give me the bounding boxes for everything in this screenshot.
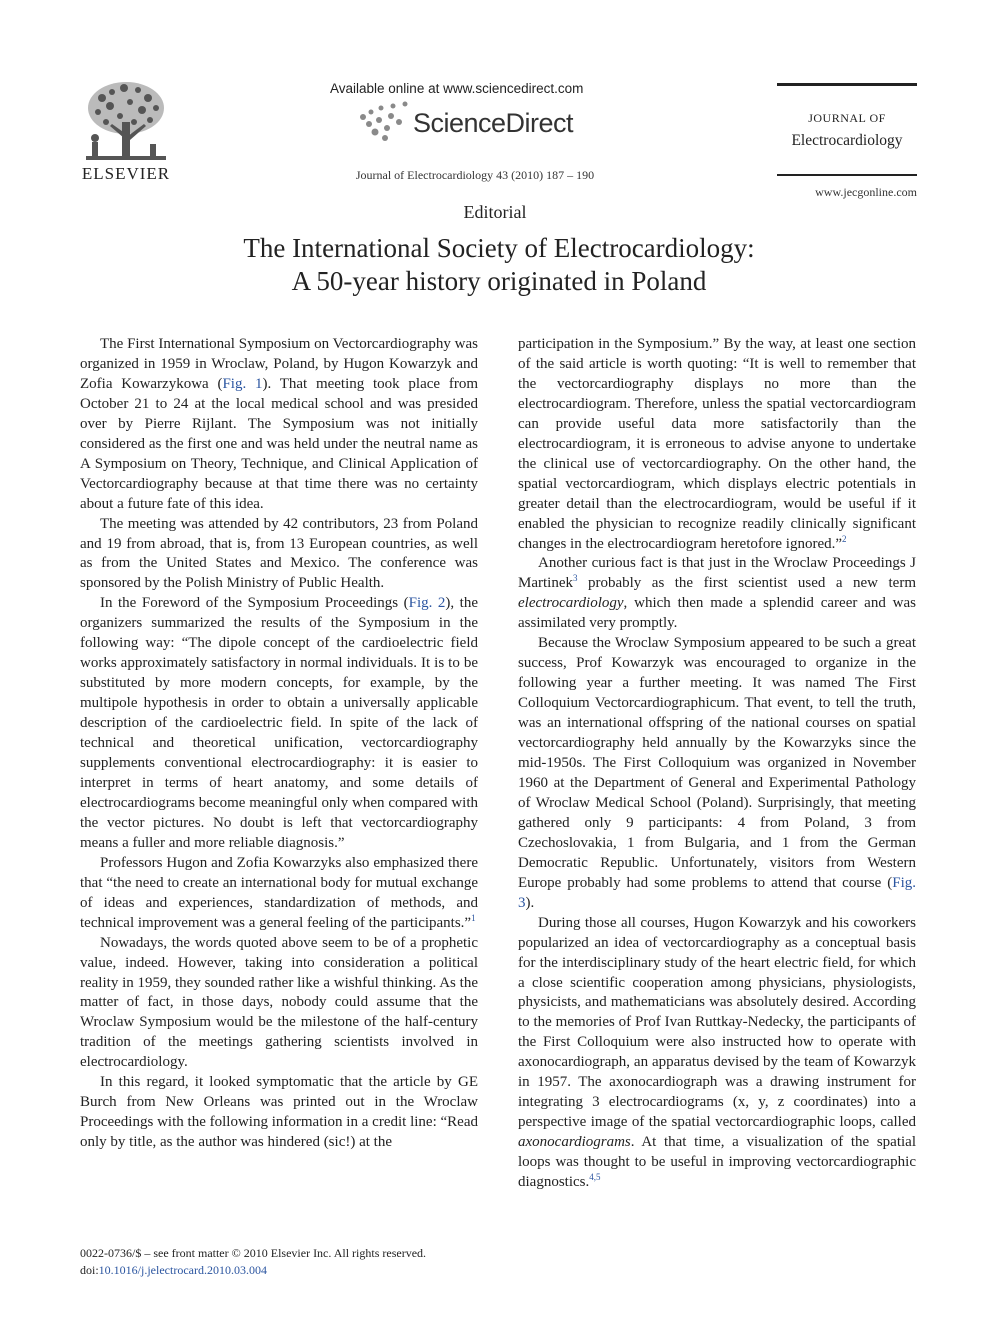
journal-name-line1: JOURNAL OF — [808, 111, 886, 125]
article-section-label: Editorial — [463, 202, 527, 222]
term-axonocardiograms: axonocardiograms — [518, 1134, 631, 1151]
paragraph: Nowadays, the words quoted above seem to be of a prophetic value, indeed. However, taking into consideration a political reality in 1959, they sounded rather like a wishful thinking. As the matter of fact, in those days, nobody could assume that the Wroclaw Symposium would be the milestone of the half-century tradition of the meetings gathering scientists involved in electrocardiology. — [80, 934, 478, 1071]
paragraph: The meeting was attended by 42 contributors, 23 from Poland and 19 from abroad, that is, from 13 European countries, as well as from the United States and Mexico. The conference was sponsored by the Polish Ministry of Public Health. — [80, 515, 478, 592]
elsevier-tree-icon — [80, 78, 172, 166]
reference-link-2[interactable]: 2 — [842, 533, 847, 544]
doi-line: doi:10.1016/j.jelectrocard.2010.03.004 — [80, 1263, 267, 1277]
figure-link-fig1[interactable]: Fig. 1 — [222, 375, 263, 392]
paragraph: In the Foreword of the Symposium Proceedings (Fig. 2), the organizers summarized the results of the Symposium in the following way: “The dipole concept of the cardioelectric field works approximately satisfactory in normal individuals. It is to be substituted by more modern concepts, for example, by the multipole hypothesis in order to obtain a universally applicable description of the cardioelectric field. In spite of the lack of technical and theoretical unification, vectorcardiography supplements conventional electrocardiography: it is easier to interpret in terms of heart anatomy, and some details of electrocardiograms become meaningful only when compared with the vector pictures. No doubt is left that vectorcardiography means a fuller and more reliable diagnosis.” — [80, 595, 478, 851]
paragraph: Another curious fact is that just in the Wroclaw Proceedings J Martinek$^3$ probably as the first scientist used a new term electrocardiology, which then made a splendid career and was assimilated very promptly. — [518, 555, 916, 632]
elsevier-logo — [80, 78, 172, 186]
figure-link-fig3[interactable]: Fig. 3 — [518, 874, 916, 911]
journal-rule-bottom — [777, 174, 917, 176]
figure-link-fig2[interactable]: Fig. 2 — [408, 595, 446, 612]
sciencedirect-dots-icon — [355, 100, 415, 142]
journal-url: www.jecgonline.com — [815, 185, 917, 199]
left-column — [80, 335, 478, 1153]
paragraph: The First International Symposium on Vectorcardiography was organized in 1959 in Wroclaw, Poland, by Hugon Kowarzyk and Zofia Kowarzykowa (Fig. 1). That meeting took place from October 21 to 24 at the local medical school and was presided over by Pierre Rijlant. The Symposium was not initially considered as the first one and was held under the neutral name as A Symposium on Theory, Technique, and Clinical Application of Vectorcardiography because at that time there was no certainty about a future fate of this idea. — [80, 336, 478, 512]
journal-rule-top — [777, 83, 917, 86]
paragraph: In this regard, it looked symptomatic that the article by GE Burch from New Orleans was printed out in the Wroclaw Proceedings with the following information in a credit line: “Read only by title, as the author was hindered (sic!) at the — [80, 1074, 478, 1151]
paragraph: participation in the Symposium.” By the way, at least one section of the said article is worth quoting: “It is well to remember that the vectorcardiography displays no more than the electrocardiogram. Therefore, unless the spatial vectorcardiogram can provide useful data more satisfactorily than the electrocardiogram, it is erroneous to advise anyone to undertake the clinical use of vectorcardiography. On the other hand, the spatial vectorcardiogram, which displays electric potentials in greater detail than the electrocardiogram, would be useful if it enabled the physician to recognize readily clinically significant changes in the electrocardiogram heretofore ignored.”$^2$ — [518, 336, 916, 552]
paragraph: Because the Wroclaw Symposium appeared to be such a great success, Prof Kowarzyk was encouraged to organize in the following year a further meeting. It was named The First Colloquium Vectorcardiographicum. That event, to tell the truth, was an international offspring of the national courses on spatial vectorcardiography held annually by the Kowarzyks since the mid-1950s. The First Colloquium was organized in November 1960 at the Department of General and Experimental Pathology of Wroclaw Medical School (Poland). Surprisingly, that meeting gathered only 9 participants: 4 from Poland, 3 from Czechoslovakia, 1 from Bulgaria, and 1 from the German Democratic Republic. Unfortunately, visitors from Western Europe probably had some problems to attend that course (Fig. 3). — [518, 635, 916, 911]
elsevier-wordmark: ELSEVIER — [81, 164, 171, 183]
journal-citation: Journal of Electrocardiology 43 (2010) 187 – 190 — [355, 168, 595, 182]
reference-link-4-5[interactable]: 4,5 — [589, 1172, 601, 1183]
paragraph: Professors Hugon and Zofia Kowarzyks also emphasized there that “the need to create an international body for mutual exchange of ideas and experiences, standardization of methods, and technical improvement was a general feeling of the participants.”$^1$ — [80, 854, 478, 931]
page-footer — [80, 1245, 500, 1279]
issn-line: 0022-0736/$ – see front matter © 2010 Elsevier Inc. All rights reserved. — [80, 1246, 427, 1260]
available-online-text: Available online at www.sciencedirect.com — [330, 81, 584, 96]
journal-name-line2: Electrocardiology — [791, 132, 903, 149]
page-header — [0, 0, 990, 200]
sciencedirect-logo — [355, 100, 595, 142]
article-title-line2: A 50-year history originated in Poland — [291, 266, 707, 296]
article-title — [100, 232, 898, 298]
sciencedirect-wordmark: ScienceDirect — [413, 108, 574, 138]
term-electrocardiology: electrocardiology — [518, 595, 624, 612]
paragraph: During those all courses, Hugon Kowarzyk and his coworkers popularized an idea of vectorcardiography as a conceptual basis for the interdisciplinary study of the heart electric field, for which a close scientific cooperation among physicians, physiologists, physicists, and mathematicians was absolutely desired. According to the memories of Prof Ivan Ruttkay-Nedecky, the participants of the First Colloquium were also instructed how to operate with axonocardiograph, an apparatus devised by the team of Kowarzyk in 1957. The axonocardiograph was a drawing instrument for integrating 3 electrocardiograms (x, y, z coordinates) into a perspective image of the spatial vectorcardiographic loops, called axonocardiograms. At that time, a visualization of the spatial loops was thought to be useful in improving vectorcardiographic diagnostics.$^{4,5}$ — [518, 914, 916, 1191]
doi-link[interactable]: 10.1016/j.jelectrocard.2010.03.004 — [98, 1263, 267, 1277]
reference-link-1[interactable]: 1 — [471, 912, 476, 923]
right-column — [518, 335, 916, 1193]
reference-link-3[interactable]: 3 — [572, 573, 578, 584]
article-title-line1: The International Society of Electrocardiology: — [243, 233, 755, 263]
